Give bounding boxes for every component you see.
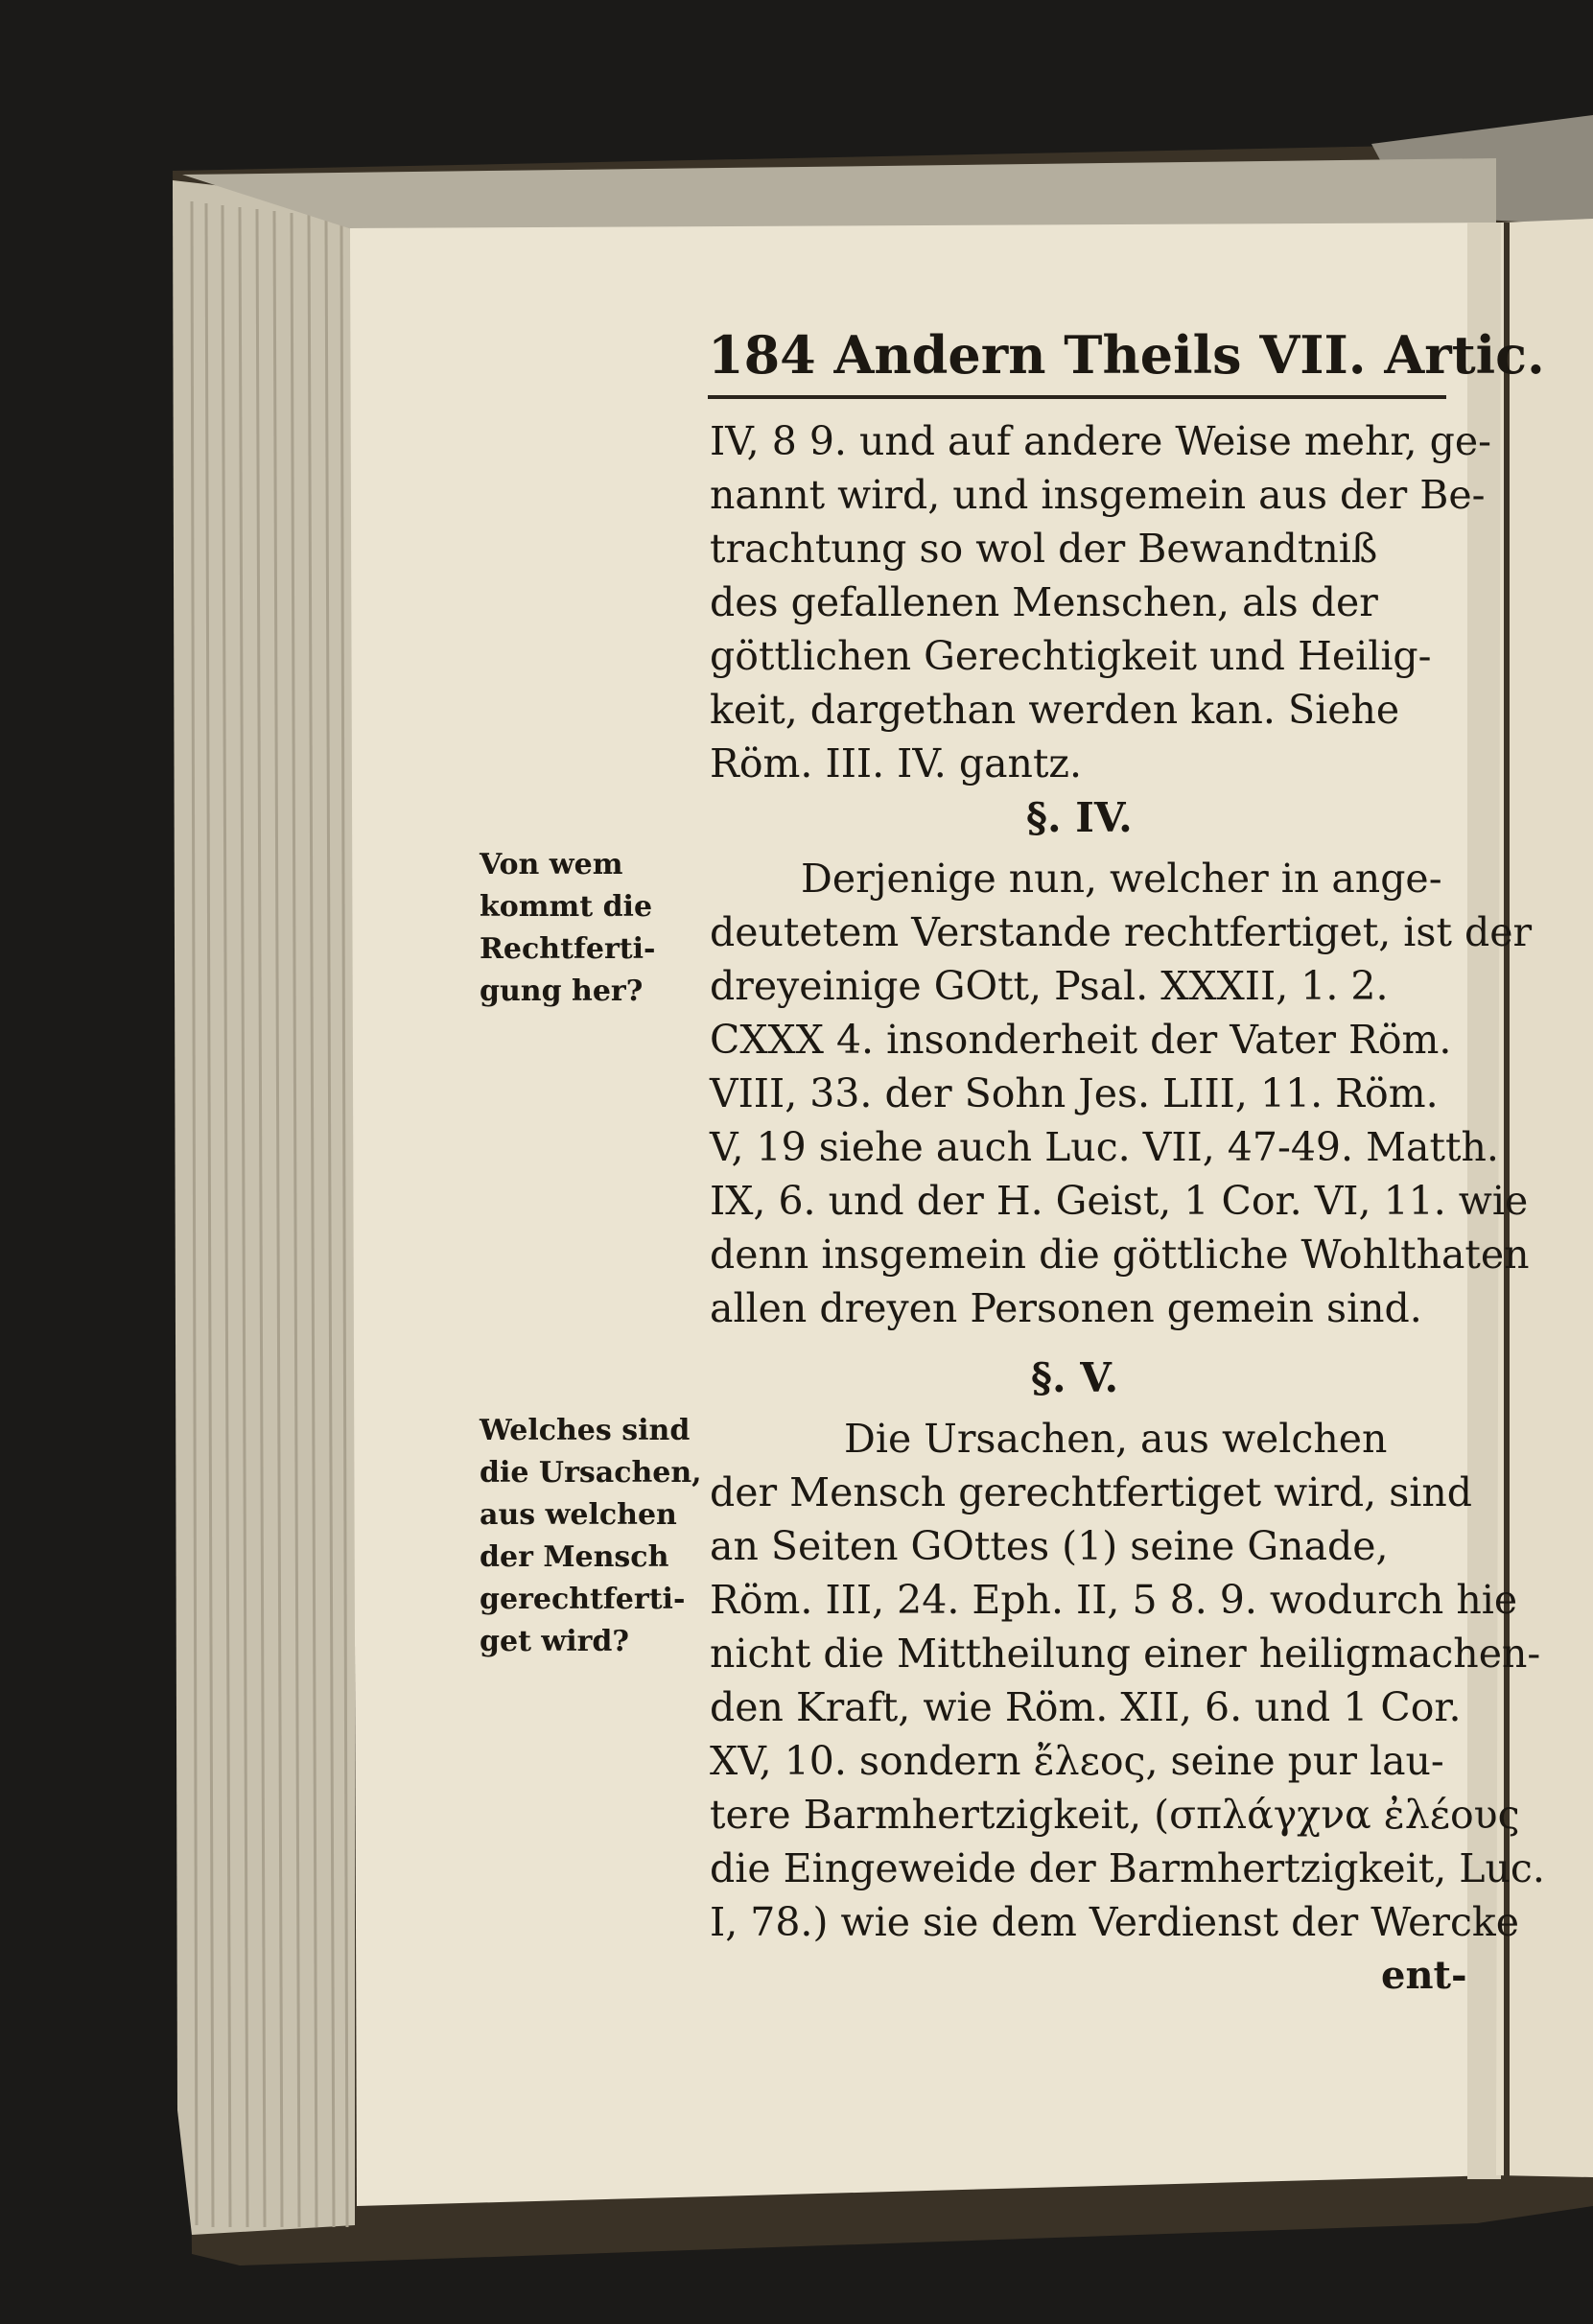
text-line: nicht die Mittheilung einer heiligmachen- [710, 1631, 1541, 1677]
text-line: des gefallenen Menschen, als der [710, 579, 1378, 625]
margin-note-line: gung her? [480, 974, 644, 1008]
text-line: Röm. III, 24. Eph. II, 5 8. 9. wodurch hie [710, 1577, 1518, 1623]
text-line: Röm. III. IV. gantz. [710, 740, 1083, 786]
text-line: XV, 10. sondern ἔλεος, seine pur lau- [710, 1738, 1444, 1784]
text-line: Die Ursachen, aus welchen [844, 1416, 1388, 1462]
running-header: 184 Andern Theils VII. Artic. [708, 324, 1545, 386]
text-line: IX, 6. und der H. Geist, 1 Cor. VI, 11. wie [710, 1178, 1529, 1224]
text-line: göttlichen Gerechtigkeit und Heilig- [710, 633, 1432, 679]
margin-note-line: Welches sind [480, 1414, 691, 1447]
section-heading-iv: §. IV. [1026, 794, 1133, 841]
text-line: der Mensch gerechtfertiget wird, sind [710, 1469, 1473, 1515]
text-line: V, 19 siehe auch Luc. VII, 47-49. Matth. [710, 1124, 1499, 1170]
text-line: keit, dargethan werden kan. Siehe [710, 687, 1400, 733]
text-line: deutetem Verstande rechtfertiget, ist der [710, 909, 1533, 955]
text-line: VIII, 33. der Sohn Jes. LIII, 11. Röm. [710, 1070, 1439, 1116]
text-line: nannt wird, und insgemein aus der Be- [710, 472, 1486, 518]
catchword: ent- [1381, 1953, 1467, 1998]
text-line: CXXX 4. insonderheit der Vater Röm. [710, 1017, 1452, 1063]
margin-note-line: aus welchen [480, 1498, 677, 1532]
text-line: die Eingeweide der Barmhertzigkeit, Luc. [710, 1845, 1545, 1891]
text-line: den Kraft, wie Röm. XII, 6. und 1 Cor. [710, 1684, 1462, 1730]
margin-note-line: Rechtferti- [480, 932, 656, 966]
text-line: denn insgemein die göttliche Wohlthaten [710, 1232, 1530, 1278]
text-line: tere Barmhertzigkeit, (σπλάγχνα ἐλέους [710, 1792, 1520, 1838]
margin-note-line: get wird? [480, 1625, 629, 1658]
margin-note-line: die Ursachen, [480, 1456, 702, 1490]
margin-note-line: der Mensch [480, 1540, 669, 1574]
text-line: IV, 8 9. und auf andere Weise mehr, ge- [710, 418, 1491, 464]
text-line: allen dreyen Personen gemein sind. [710, 1285, 1422, 1331]
margin-note-line: kommt die [480, 890, 653, 924]
text-line: Derjenige nun, welcher in ange- [801, 856, 1442, 902]
margin-note-line: Von wem [480, 848, 623, 881]
text-line: I, 78.) wie sie dem Verdienst der Wercke [710, 1899, 1520, 1945]
text-line: an Seiten GOttes (1) seine Gnade, [710, 1523, 1389, 1569]
header-rule [708, 395, 1446, 399]
text-line: trachtung so wol der Bewandtniß [710, 526, 1378, 572]
margin-note-line: gerechtferti- [480, 1583, 686, 1616]
text-line: dreyeinige GOtt, Psal. XXXII, 1. 2. [710, 963, 1389, 1009]
section-heading-v: §. V. [1031, 1354, 1119, 1401]
